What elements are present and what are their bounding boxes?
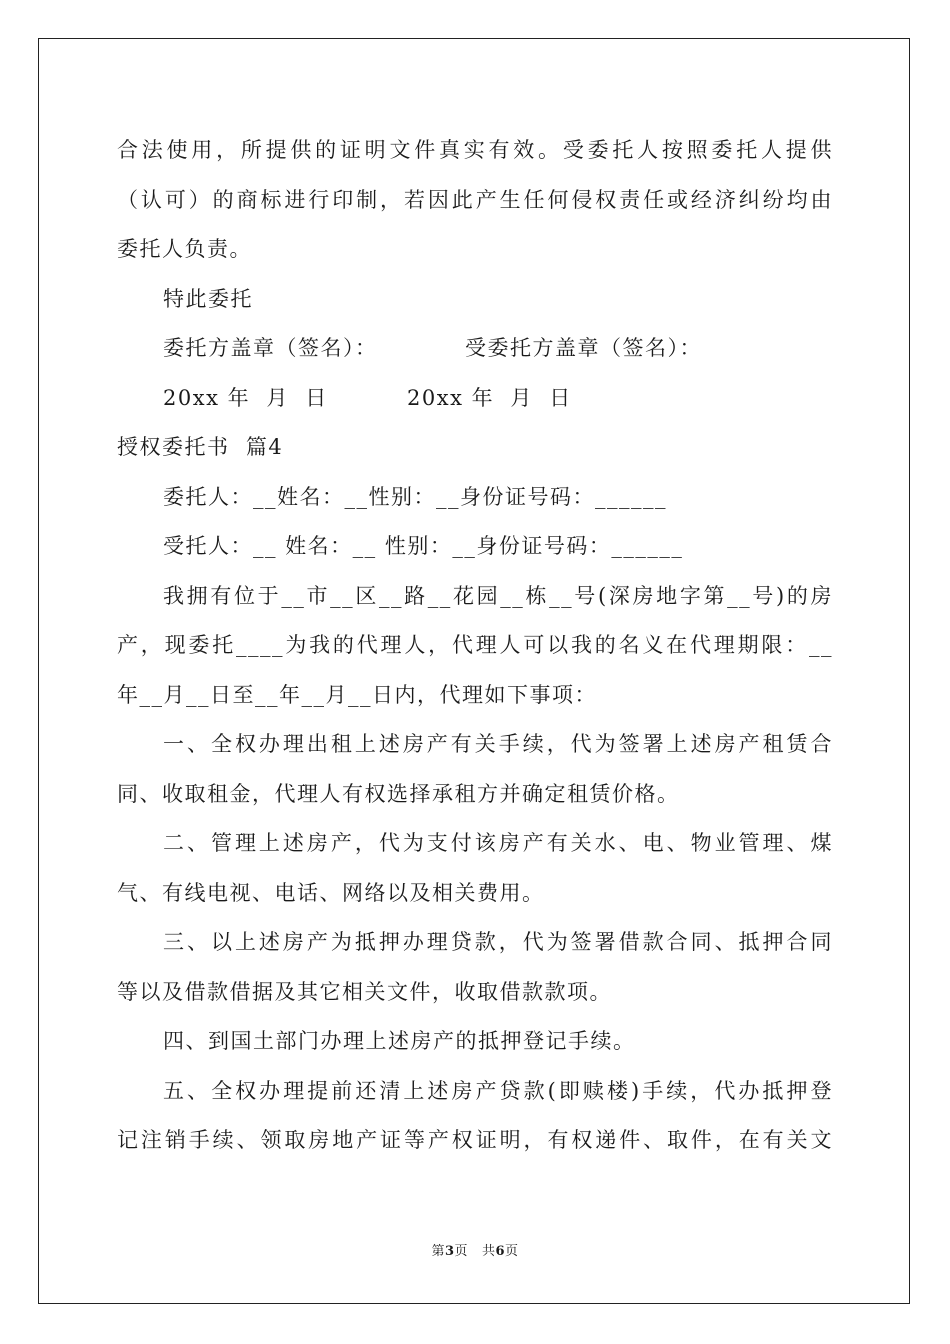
text-line: 同、收取租金，代理人有权选择承租方并确定租赁价格。: [117, 781, 680, 806]
date-row: [117, 374, 833, 424]
text-line: 合法使用，所提供的证明文件真实有效。受委托人按照委托人提供: [117, 138, 833, 162]
text-line: 记注销手续、领取房地产证等产权证明，有权递件、取件，在有关文: [117, 1128, 833, 1152]
text-line: 等以及借款借据及其它相关文件，收取借款款项。: [117, 979, 612, 1004]
text-line: 产，现委托____为我的代理人，代理人可以我的名义在代理期限：__: [117, 633, 833, 657]
text-line: （认可）的商标进行印制，若因此产生任何侵权责任或经济纠纷均由: [117, 187, 833, 212]
agent-date: 20xx 年 月 日: [407, 385, 572, 410]
text-line: 五、全权办理提前还清上述房产贷款(即赎楼)手续，代办抵押登: [163, 1078, 833, 1103]
text-line: 四、到国土部门办理上述房产的抵押登记手续。: [163, 1029, 636, 1053]
page-prefix: 第: [431, 1244, 445, 1259]
page-number: 3: [445, 1244, 455, 1259]
text-line: 二、管理上述房产，代为支付该房产有关水、电、物业管理、煤: [163, 831, 833, 855]
principal-date: 20xx 年 月 日: [163, 385, 328, 410]
page-mid: 页 共: [454, 1244, 496, 1259]
text-line: 委托人负责。: [117, 237, 252, 261]
text-line: 我拥有位于__市__区__路__花园__栋__号(深房地字第__号)的房: [163, 583, 833, 608]
page-total: 6: [495, 1244, 505, 1259]
document-body: [117, 126, 833, 1166]
page-suffix: 页: [505, 1244, 519, 1259]
text-line: 气、有线电视、电话、网络以及相关费用。: [117, 880, 545, 905]
section-title: 授权委托书 篇4: [117, 435, 284, 459]
page-footer: [0, 1240, 950, 1259]
text-line: 一、全权办理出租上述房产有关手续，代为签署上述房产租赁合: [163, 732, 833, 756]
agent-signature-label: 受委托方盖章（签名）：: [465, 336, 702, 360]
text-line: 三、以上述房产为抵押办理贷款，代为签署借款合同、抵押合同: [163, 930, 833, 954]
signature-row: [117, 324, 833, 374]
text-line: 年__月__日至__年__月__日内，代理如下事项：: [117, 682, 597, 707]
principal-signature-label: 委托方盖章（签名）：: [163, 336, 378, 360]
agent-info-line: 受托人：__ 姓名：__ 性别：__身份证号码：______: [163, 534, 684, 558]
principal-info-line: 委托人：__姓名：__性别：__身份证号码：______: [163, 484, 667, 509]
special-delegation-line: 特此委托: [163, 286, 253, 311]
